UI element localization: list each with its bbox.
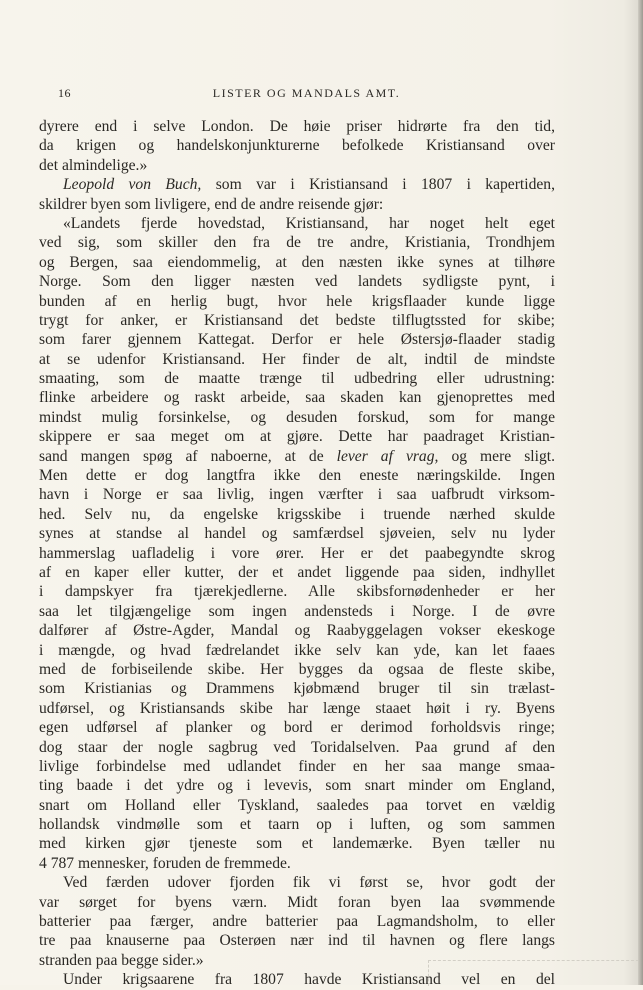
text-segment: og mere sligt. — [438, 447, 555, 465]
page-edge — [638, 0, 643, 985]
text-segment: som var i Kristiansand i 1807 i kapertiden, — [201, 176, 555, 194]
text-line — [39, 175, 555, 194]
text-line: synes at standse al handel og samfærdsel sjøveien, selv nu lyder — [39, 525, 555, 543]
text-line: det almindelige.» — [39, 156, 148, 174]
text-line: Norge. Som den ligger næsten ved landets sydligste pynt, i — [39, 273, 555, 291]
text-line: ting baade i det ydre og i levevis, som snart minder om England, — [39, 777, 555, 795]
text-line: var sørget for byens værn. Midt foran byen laa svømmende — [39, 893, 555, 911]
text-line: snart om Holland eller Tyskland, saaledes paa torvet en vældig — [39, 796, 555, 814]
text-segment: lever af vrag, — [336, 447, 439, 465]
text-line: hammerslag uafladelig i vore ører. Her er det paabegyndte skrog — [39, 544, 555, 562]
text-line: udførsel, og Kristiansands skibe har længe staaet høit i ry. Byens — [39, 699, 555, 717]
text-line: batterier paa færger, andre batterier paa Lagmandsholm, to eller — [39, 913, 555, 931]
text-line: saa let tilgjængelige som ingen andensteds i Norge. I de øvre — [39, 602, 555, 620]
text-line: med kirken gjør tjeneste som et landemærke. Byen tæller nu — [39, 835, 555, 853]
text-line: «Landets fjerde hovedstad, Kristiansand, har noget helt eget — [63, 214, 555, 232]
text-line: tre paa knauserne paa Osterøen nær ind til havnen og flere langs — [39, 932, 555, 950]
text-line: dyrere end i selve London. De høie priser hidrørte fra den tid, — [39, 118, 555, 135]
text-line: som farer gjennem Kattegat. Derfor er hele Østersjø-flaader stadig — [39, 331, 555, 349]
text-line: Under krigsaarene fra 1807 havde Kristiansand vel en del — [63, 971, 555, 989]
text-line: i dampskyer fra tjærekjedlerne. Alle skibsfornødenheder er her — [39, 583, 555, 601]
page-number: 16 — [58, 86, 71, 100]
text-line — [39, 447, 555, 466]
text-line: som Kristianias og Drammens kjøbmænd bruger til sin trælast- — [39, 680, 555, 698]
text-segment: sand mangen spøg af naboerne, at de — [39, 447, 337, 465]
text-line: bunden af en herlig bugt, hvor hele krigsflaader kunde ligge — [39, 292, 555, 310]
body-text — [39, 117, 555, 990]
text-line: og Bergen, saa eiendommelig, at den næsten ikke synes at tilhøre — [39, 253, 555, 271]
text-line: af en kaper eller kutter, der et andet liggende paa siden, indhyllet — [39, 563, 555, 581]
text-line: 4 787 mennesker, foruden de fremmede. — [39, 854, 291, 872]
text-line: i mængde, og hvad fædrelandet ikke selv kan yde, kan let faaes — [39, 641, 555, 659]
text-line: flinke arbeidere og raskt arbeide, saa skaden kan gjenoprettes med — [39, 389, 555, 407]
text-line: dalfører af Østre-Agder, Mandal og Raabyggelagen vokser ekeskoge — [39, 622, 555, 640]
text-segment: Leopold von Buch, — [63, 176, 202, 194]
page-header — [58, 86, 555, 104]
library-stamp-outline — [428, 960, 639, 986]
text-line: skippere er saa meget om at gjøre. Dette har paadraget Kristian- — [39, 428, 555, 446]
running-title: LISTER OG MANDALS AMT. — [212, 86, 401, 100]
text-line: Men dette er dog langtfra ikke den eneste næringskilde. Ingen — [39, 467, 555, 485]
text-line: egen udførsel af planker og bord er derimod forholdsvis ringe; — [39, 719, 555, 737]
text-line: Ved færden udover fjorden fik vi først se, hvor godt der — [63, 874, 555, 892]
text-line: med de forbiseilende skibe. Her bygges da ogsaa de fleste skibe, — [39, 660, 555, 678]
text-line: dog staar der nogle sagbrug ved Toridalselven. Paa grund af den — [39, 738, 555, 756]
text-line: da krigen og handelskonjunkturerne befolkede Kristiansand over — [39, 137, 555, 155]
text-line: skildrer byen som livligere, end de andre reisende gjør: — [39, 195, 384, 213]
text-line: stranden paa begge sider.» — [39, 951, 204, 969]
text-line: at se udenfor Kristiansand. Her finder de alt, indtil de mindste — [39, 350, 555, 368]
text-line: hollandsk vindmølle som et taarn op i luften, og som sammen — [39, 816, 555, 834]
text-line: trygt for anker, er Kristiansand det bedste tilflugtssted for skibe; — [39, 311, 555, 329]
text-line: hed. Selv nu, da engelske krigsskibe i truende nærhed skulde — [39, 505, 555, 523]
text-line: havn i Norge er saa livlig, ingen værfter i saa uafbrudt virksom- — [39, 486, 555, 504]
text-line: smaating, som de maatte trænge til udbedring eller udrustning: — [39, 370, 555, 388]
text-line: mindst mulig forsinkelse, og desuden forskud, som for mange — [39, 408, 555, 426]
text-line: ved sig, som skiller den fra de tre andre, Kristiania, Trondhjem — [39, 234, 555, 252]
text-line: livlige forbindelse med udlandet finder en her saa mange smaa- — [39, 757, 555, 775]
